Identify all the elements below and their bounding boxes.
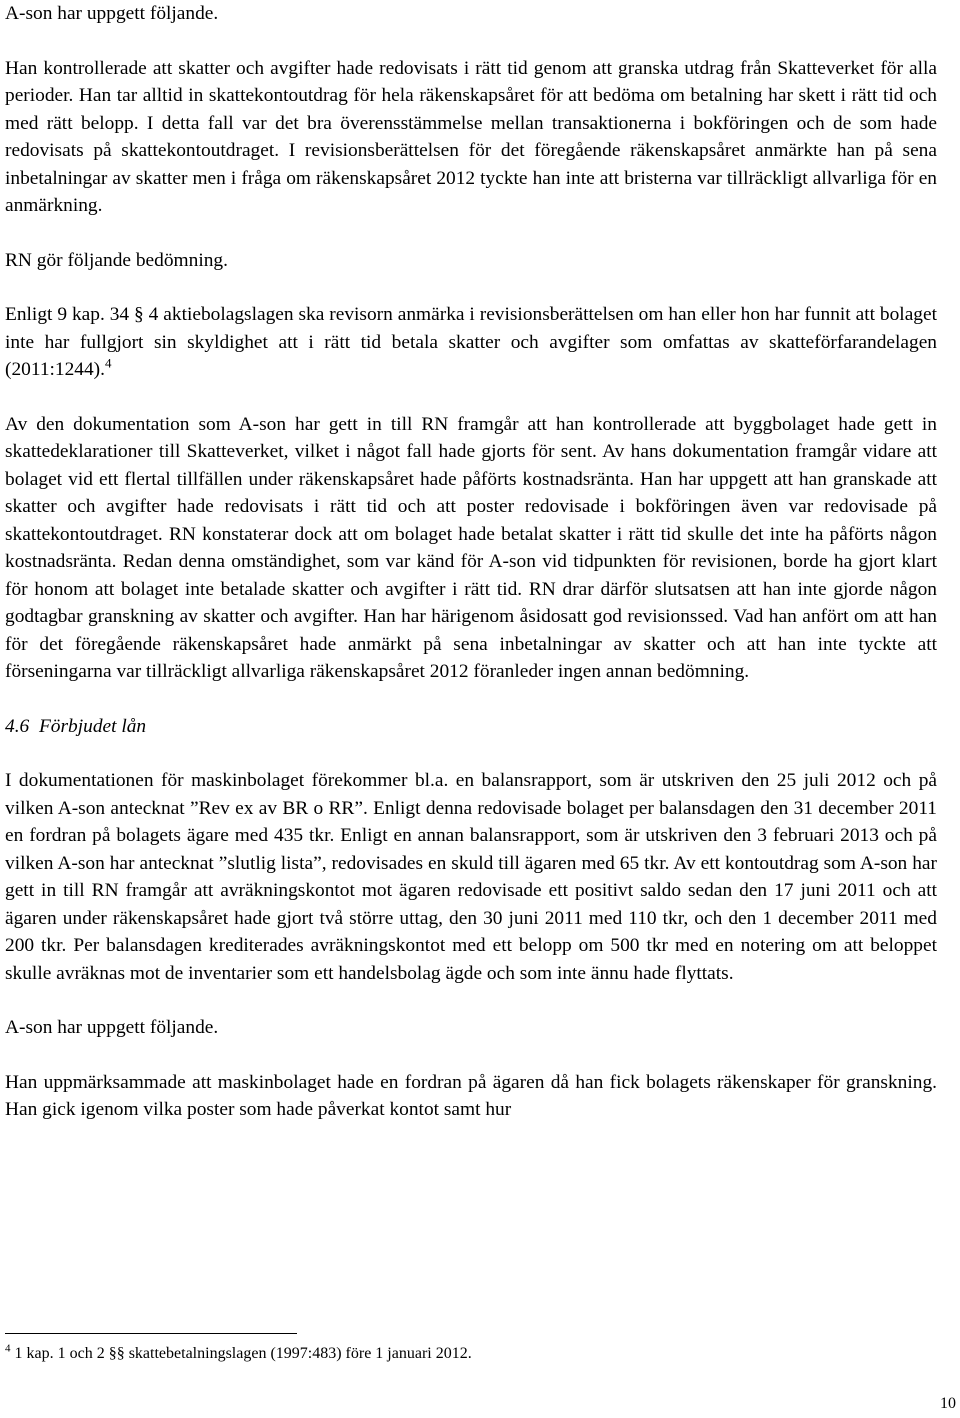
paragraph-4-text: Enligt 9 kap. 34 § 4 aktiebolagslagen ska revisorn anmärka i revisionsberättelsen om han eller hon har funnit att bolaget inte har fullgjort sin skyldighet att i rätt tid betala skatter och avgifter som omfattas av skatteförfarandelagen (2011:1244). (5, 304, 937, 380)
paragraph-2: Han kontrollerade att skatter och avgifter hade redovisats i rätt tid genom att granska utdrag från Skatteverket för alla perioder. Han tar alltid in skattekontoutdrag för hela räkenskapsåret för att bedöma om betalning har skett i rätt tid och med rätt belopp. I detta fall var det bra överensstämmelse mellan transaktionerna i bokföringen och de som hade redovisats på skattekontoutdraget. I revisionsberättelsen för det föregående räkenskapsåret anmärkte han på sena inbetalningar av skatter men i fråga om räkenskapsåret 2012 tyckte han inte att bristerna var tillräckligt allvarliga för en anmärkning. (5, 57, 937, 216)
footnote-reference[interactable]: 4 (105, 355, 112, 371)
footnote-text: 1 kap. 1 och 2 §§ skattebetalningslagen (1997:483) före 1 januari 2012. (14, 1345, 472, 1362)
section-heading (5, 713, 937, 741)
page-number: 10 (940, 1395, 956, 1412)
section-number: 4.6 (5, 715, 30, 737)
paragraph-6: I dokumentationen för maskinbolaget förekommer bl.a. en balansrapport, som är utskriven den 25 juli 2012 och på vilken A-son antecknat ”Rev ex av BR o RR”. Enligt denna redovisade bolaget per balansdagen den 31 december 2011 en fordran på bolagets ägare med 435 tkr. Enligt en annan balansrapport, som är utskriven den 3 februari 2013 och på vilken A-son har antecknat ”slutlig lista”, redovisades en skuld till ägaren med 65 tkr. Av ett kontoutdrag som A-son har gett in till RN framgår att avräkningskontot mot ägaren redovisade ett positivt saldo sedan den 17 juni 2011 och att ägaren under räkenskapsåret hade gjort två större uttag, den 30 juni 2011 med 110 tkr, och den 1 december 2011 med 200 tkr. Per balansdagen krediterades avräkningskontot med ett belopp om 500 tkr med en notering om att beloppet skulle avräknas mot de inventarier som ett handelsbolag ägde och som inte ännu hade flyttats. (5, 770, 937, 984)
paragraph-3: RN gör följande bedömning. (5, 249, 228, 271)
footnote-marker: 4 (5, 1342, 11, 1355)
paragraph-8: Han uppmärksammade att maskinbolaget hade en fordran på ägaren då han fick bolagets räkenskaper för granskning. Han gick igenom vilka poster som hade påverkat kontot samt hur (5, 1071, 937, 1120)
footnote-separator (5, 1333, 297, 1334)
paragraph-5: Av den dokumentation som A-son har gett in till RN framgår att han kontrollerade att byggbolaget hade gett in skattedeklarationer till Skatteverket, vilket i något fall hade gjorts för sent. Av hans dokumentation framgår vidare att bolaget vid ett flertal tillfällen under räkenskapsåret hade påförts kostnadsränta. Han har uppgett att han granskade att skatter och avgifter hade redovisats i rätt tid och att poster redovisade i bokföringen även var redovisade på skattekontoutdraget. RN konstaterar dock att om bolaget hade betalat skatter i rätt tid skulle det inte ha påförts någon kostnadsränta. Redan denna omständighet, som var känd för A-son vid tidpunkten för revisionen, borde ha gjort klart för honom att bolaget inte betalade skatter och avgifter i rätt tid. RN drar därför slutsatsen att han inte gjorde någon godtagbar granskning av skatter och avgifter. Han har härigenom åsidosatt god revisionssed. Vad han anfört om att han för det föregående räkenskapsåret hade anmärkt på sena inbetalningar av skatter och att han inte tyckte att förseningarna var tillräckligt allvarliga räkenskapsåret 2012 föranleder ingen annan bedömning. (5, 413, 937, 682)
section-title: Förbjudet lån (38, 715, 147, 737)
paragraph-7: A-son har uppgett följande. (5, 1017, 219, 1038)
footnote (5, 1344, 472, 1364)
paragraph-4 (5, 301, 937, 384)
document-page (5, 0, 937, 1124)
paragraph-1: A-son har uppgett följande. (5, 3, 219, 24)
